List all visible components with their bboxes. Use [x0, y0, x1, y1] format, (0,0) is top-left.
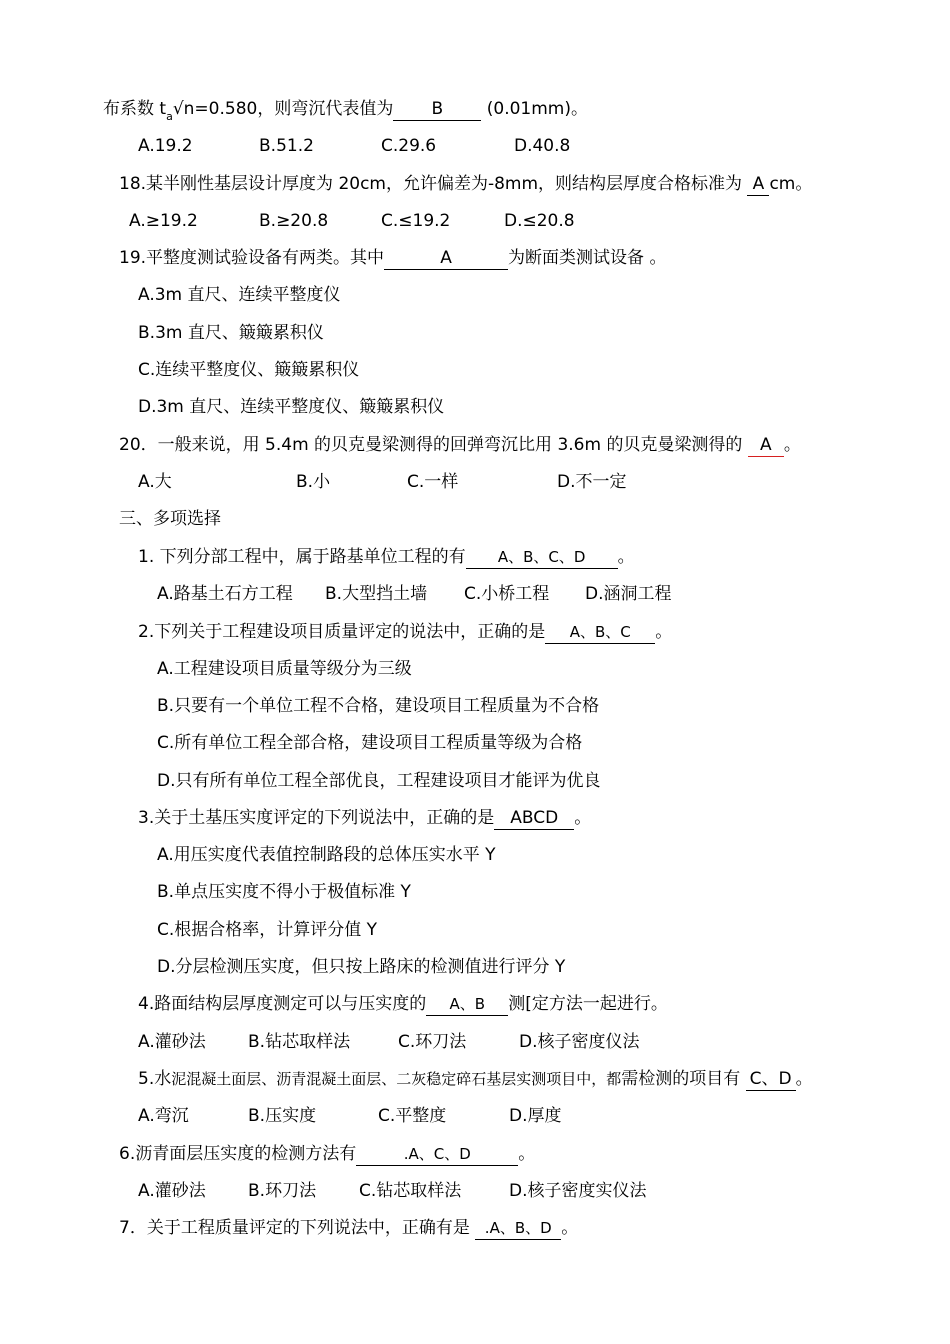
q18-prefix: 18.某半刚性基层设计厚度为 20cm，允许偏差为-8mm，则结构层厚度合格标准为: [119, 174, 748, 194]
q18-option-c: C.≤19.2: [381, 211, 451, 231]
q18-options: [129, 209, 575, 233]
q18-option-a: A.≥19.2: [129, 211, 198, 231]
m2-option-a: A.工程建设项目质量等级分为三级: [157, 659, 412, 679]
m1-suffix: 。: [617, 547, 635, 567]
m1-options: [157, 582, 672, 606]
q18-answer: A: [747, 174, 769, 196]
m6-option-c: C.钻芯取样法: [359, 1181, 462, 1201]
q17-prefix: 布系数 t: [103, 99, 167, 119]
q20-option-a: A.大: [138, 472, 172, 492]
q17-option-c: C.29.6: [381, 136, 437, 156]
q20-suffix: 。: [783, 435, 801, 455]
m1-option-d: D.涵洞工程: [585, 584, 672, 604]
m4-answer: A、B: [426, 994, 508, 1016]
m6-answer: .A、C、D: [356, 1144, 518, 1166]
q17-option-b: B.51.2: [259, 136, 314, 156]
q17-suffix: (0.01mm)。: [481, 99, 588, 119]
m6-option-b: B.环刀法: [248, 1181, 317, 1201]
m1-stem: [138, 545, 635, 569]
m2-option-c: C.所有单位工程全部合格，建设项目工程质量等级为合格: [157, 733, 583, 753]
q19-option-a: A.3m 直尺、连续平整度仪: [138, 285, 341, 305]
m5-prefix-big2: 需检测的项目有: [621, 1069, 746, 1089]
m3-option-d: D.分层检测压实度，但只按上路床的检测值进行评分 Y: [157, 957, 566, 977]
m5-suffix: 。: [795, 1069, 813, 1089]
m4-options: [138, 1030, 640, 1054]
q19-prefix: 19.平整度测试验设备有两类。其中: [119, 248, 385, 268]
m6-suffix: 。: [518, 1144, 536, 1164]
m6-option-a: A.灌砂法: [138, 1181, 206, 1201]
q18-suffix: cm。: [769, 174, 813, 194]
m2-answer: A、B、C: [545, 622, 655, 644]
q19-suffix: 为断面类测试设备 。: [508, 248, 667, 268]
q20-option-b: B.小: [296, 472, 331, 492]
m3-option-a: A.用压实度代表值控制路段的总体压实水平 Y: [157, 845, 496, 865]
q18-option-d: D.≤20.8: [504, 211, 575, 231]
m3-answer: ABCD: [494, 808, 574, 830]
m1-answer: A、B、C、D: [466, 547, 618, 569]
m2-option-b: B.只要有一个单位工程不合格，建设项目工程质量为不合格: [157, 696, 600, 716]
m6-options: [138, 1179, 647, 1203]
m7-suffix: 。: [561, 1218, 579, 1238]
q17-answer: B: [393, 99, 481, 121]
m1-prefix: 1. 下列分部工程中，属于路基单位工程的有: [138, 547, 466, 567]
m4-suffix: 测[定方法一起进行。: [508, 994, 668, 1014]
m5-option-b: B.压实度: [248, 1106, 317, 1126]
q20-options: [138, 470, 627, 494]
m1-option-c: C.小桥工程: [464, 584, 550, 604]
m6-prefix: 6.沥青面层压实度的检测方法有: [119, 1144, 357, 1164]
m1-option-b: B.大型挡土墙: [325, 584, 428, 604]
m7-stem: [119, 1216, 578, 1240]
m5-option-d: D.厚度: [509, 1106, 562, 1126]
m3-option-c: C.根据合格率，计算评分值 Y: [157, 920, 378, 940]
q19-stem: [119, 246, 666, 270]
m3-suffix: 。: [574, 808, 592, 828]
q20-prefix: 20．一般来说，用 5.4m 的贝克曼梁测得的回弹弯沉比用 3.6m 的贝克曼梁测得的: [119, 435, 748, 455]
q19-option-d: D.3m 直尺、连续平整度仪、簸簸累积仪: [138, 397, 445, 417]
m7-prefix: 7．关于工程质量评定的下列说法中，正确有是: [119, 1218, 476, 1238]
m5-prefix-big: 5.水: [138, 1069, 172, 1089]
m3-stem: [138, 806, 591, 830]
m5-options: [138, 1104, 562, 1128]
m4-option-d: D.核子密度仪法: [519, 1032, 640, 1052]
q19-option-c: C.连续平整度仪、簸簸累积仪: [138, 360, 360, 380]
section-title: 三、多项选择: [119, 509, 221, 529]
m1-option-a: A.路基土石方工程: [157, 584, 293, 604]
m6-stem: [119, 1142, 535, 1166]
q17-middle: √n=0.580，则弯沉代表值为: [172, 99, 394, 119]
m6-option-d: D.核子密度实仪法: [509, 1181, 647, 1201]
q17-subscript: a: [166, 110, 173, 123]
m5-answer: C、D: [746, 1069, 796, 1091]
q18-stem: [119, 172, 812, 196]
m2-stem: [138, 620, 672, 644]
q20-option-c: C.一样: [407, 472, 459, 492]
q19-option-b: B.3m 直尺、簸簸累积仪: [138, 323, 324, 343]
q17-option-a: A.19.2: [138, 136, 193, 156]
m4-stem: [138, 992, 668, 1016]
m5-option-c: C.平整度: [378, 1106, 447, 1126]
q17-option-d: D.40.8: [514, 136, 571, 156]
m2-prefix: 2.下列关于工程建设项目质量评定的说法中，正确的是: [138, 622, 546, 642]
m2-option-d: D.只有所有单位工程全部优良，工程建设项目才能评为优良: [157, 771, 601, 791]
m5-prefix-small: 泥混凝土面层、沥青混凝土面层、二灰稳定碎石基层实测项目中，都: [171, 1070, 622, 1088]
m4-prefix: 4.路面结构层厚度测定可以与压实度的: [138, 994, 427, 1014]
q18-option-b: B.≥20.8: [259, 211, 329, 231]
m4-option-a: A.灌砂法: [138, 1032, 206, 1052]
q20-answer: A: [748, 435, 784, 457]
q20-stem: [119, 433, 801, 457]
m7-answer: .A、B、D: [475, 1218, 561, 1240]
q17-stem: [103, 97, 588, 121]
m3-prefix: 3.关于土基压实度评定的下列说法中，正确的是: [138, 808, 495, 828]
q17-options: [138, 134, 570, 158]
m4-option-b: B.钻芯取样法: [248, 1032, 351, 1052]
m4-option-c: C.环刀法: [398, 1032, 467, 1052]
q20-option-d: D.不一定: [557, 472, 627, 492]
m5-option-a: A.弯沉: [138, 1106, 189, 1126]
m2-suffix: 。: [655, 622, 673, 642]
m5-stem: [138, 1067, 813, 1091]
m3-option-b: B.单点压实度不得小于极值标准 Y: [157, 882, 411, 902]
q19-answer: A: [384, 248, 508, 270]
